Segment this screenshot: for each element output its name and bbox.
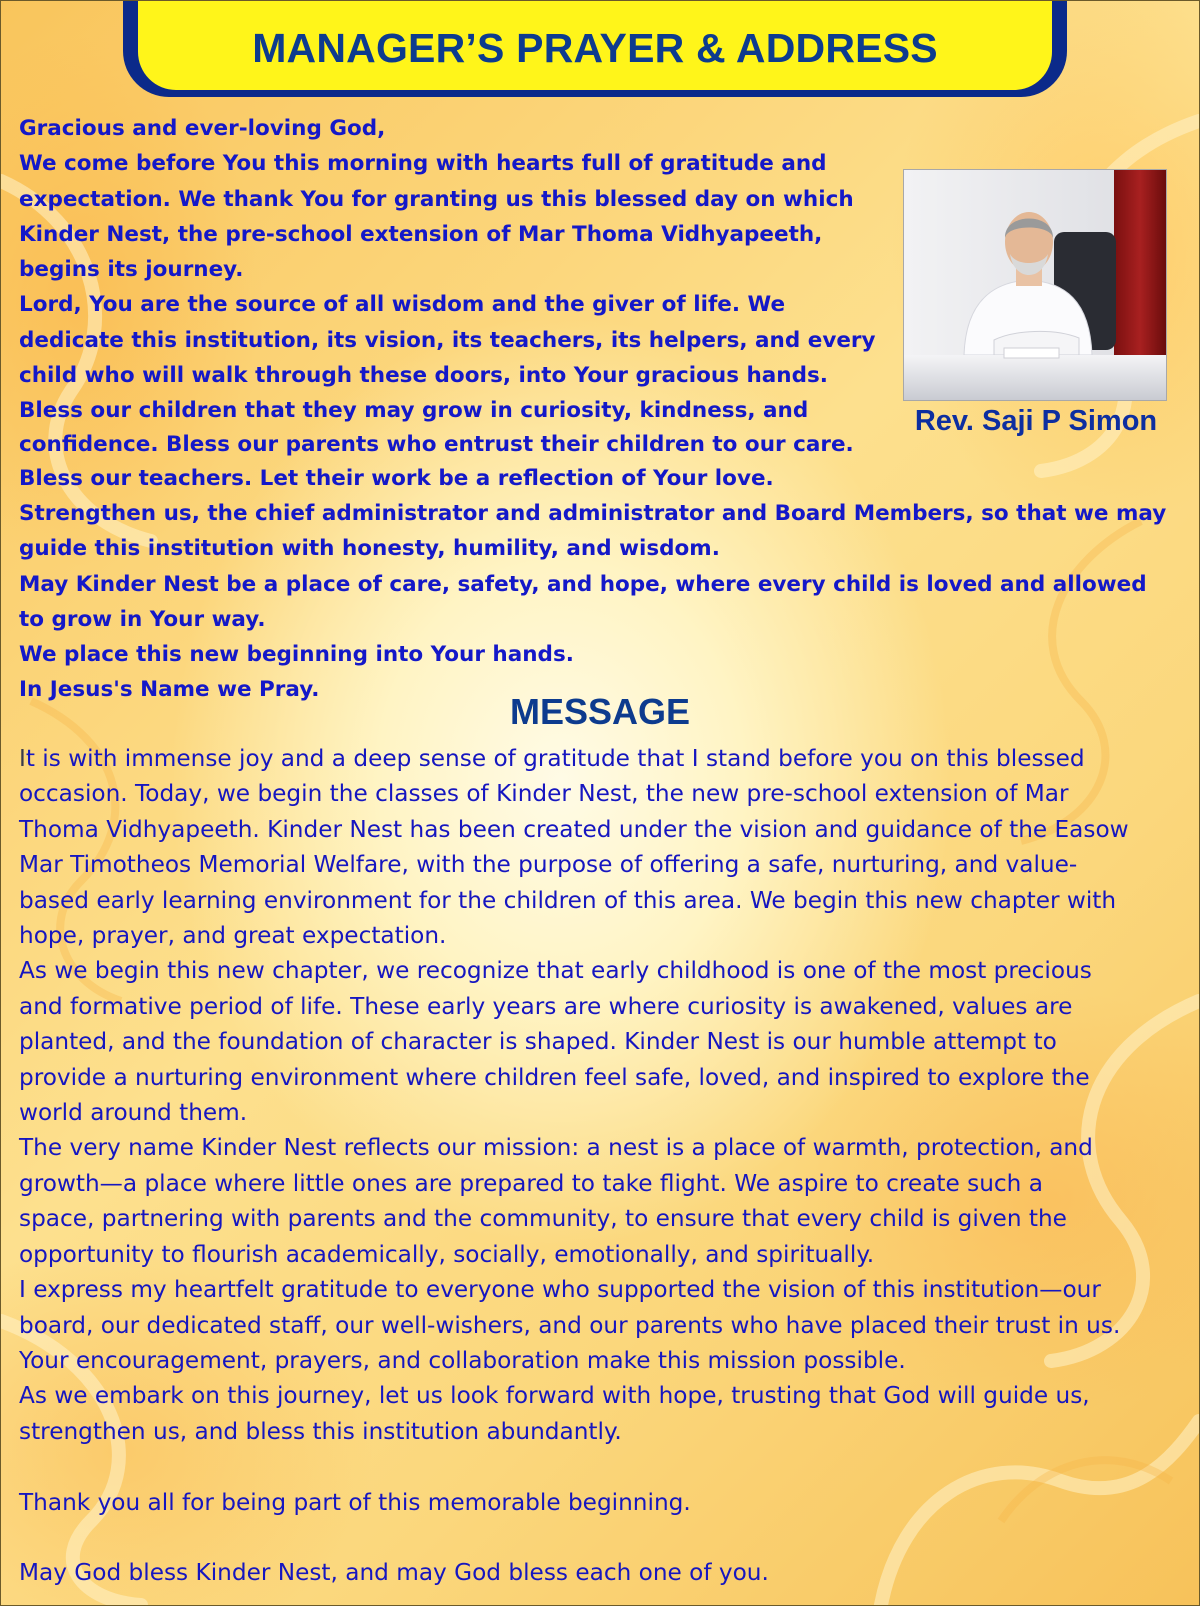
prayer-line: Bless our teachers. Let their work be a reflection of Your love. [19, 465, 774, 491]
message-line: strengthen us, and bless this institution abundantly. [19, 1417, 622, 1445]
message-line: Your encouragement, prayers, and collaboration make this mission possible. [19, 1346, 906, 1374]
title-banner [138, 1, 1052, 90]
prayer-line: Bless our children that they may grow in curiosity, kindness, and [19, 398, 809, 424]
message-line: opportunity to flourish academically, socially, emotionally, and spiritually. [19, 1240, 875, 1268]
page-title: MANAGER’S PRAYER & ADDRESS [252, 25, 938, 71]
message-first-letter: I [19, 745, 26, 772]
message-line: growth—a place where little ones are prepared to take flight. We aspire to create such a [19, 1169, 1043, 1197]
message-line: board, our dedicated staff, our well-wishers, and our parents who have placed their trust in us. [19, 1311, 1121, 1339]
paragraph-gap [19, 1449, 1194, 1484]
message-line: As we begin this new chapter, we recognize that early childhood is one of the most precious [19, 957, 1092, 985]
paragraph-gap [19, 1520, 1194, 1555]
message-line: space, partnering with parents and the community, to ensure that every child is given the [19, 1205, 1067, 1233]
message-line: I express my heartfelt gratitude to everyone who supported the vision of this institution—our [19, 1276, 1101, 1304]
prayer-line: begins its journey. [19, 257, 244, 283]
prayer-line: Gracious and ever-loving God, [19, 116, 386, 141]
prayer-line: Strengthen us, the chief administrator and administrator and Board Members, so that we may [19, 500, 1167, 526]
message-line: Thoma Vidhyapeeth. Kinder Nest has been created under the vision and guidance of the Easow [19, 815, 1129, 843]
message-first-line: t is with immense joy and a deep sense of gratitude that I stand before you on this blessed [25, 745, 1085, 772]
message-line: provide a nurturing environment where children feel safe, loved, and inspired to explore the [19, 1063, 1090, 1091]
prayer-line: to grow in Your way. [19, 606, 266, 632]
prayer-line: We come before You this morning with hearts full of gratitude and [19, 151, 827, 177]
prayer-line: confidence. Bless our parents who entrust their children to our care. [19, 431, 854, 457]
message-line: occasion. Today, we begin the classes of Kinder Nest, the new pre-school extension of Mar [19, 780, 1069, 808]
portrait-photo [903, 169, 1167, 401]
prayer-line: In Jesus's Name we Pray. [19, 677, 320, 703]
prayer-line: Kinder Nest, the pre-school extension of Mar Thoma Vidhyapeeth, [19, 221, 823, 247]
message-heading: MESSAGE [509, 691, 691, 732]
message-line: The very name Kinder Nest reflects our mission: a nest is a place of warmth, protection, and [19, 1134, 1093, 1162]
prayer-line: child who will walk through these doors, into Your gracious hands. [19, 363, 828, 389]
prayer-line: May Kinder Nest be a place of care, safety, and hope, where every child is loved and allowed [19, 571, 1147, 597]
prayer-line: expectation. We thank You for granting us this blessed day on which [19, 186, 854, 212]
portrait-name: Rev. Saji P Simon [914, 405, 1158, 437]
message-text [19, 741, 1194, 1591]
prayer-line: Lord, You are the source of all wisdom and the giver of life. We [19, 292, 786, 318]
message-line: based early learning environment for the children of this area. We begin this new chapter with [19, 886, 1117, 914]
message-line: planted, and the foundation of character is shaped. Kinder Nest is our humble attempt to [19, 1028, 1057, 1056]
message-blessing: May God bless Kinder Nest, and may God bless each one of you. [19, 1559, 769, 1587]
prayer-line: dedicate this institution, its vision, its teachers, its helpers, and every [19, 327, 876, 353]
prayer-line: We place this new beginning into Your hands. [19, 642, 574, 668]
message-line: world around them. [19, 1099, 248, 1127]
message-line: and formative period of life. These early years are where curiosity is awakened, values are [19, 992, 1073, 1020]
message-thanks: Thank you all for being part of this memorable beginning. [19, 1488, 691, 1516]
message-line: hope, prayer, and great expectation. [19, 922, 447, 950]
message-line: Mar Timotheos Memorial Welfare, with the purpose of offering a safe, nurturing, and value- [19, 851, 1078, 879]
prayer-line: guide this institution with honesty, humility, and wisdom. [19, 536, 720, 562]
message-line [19, 741, 1194, 776]
message-line: As we embark on this journey, let us look forward with hope, trusting that God will guide us, [19, 1382, 1090, 1410]
